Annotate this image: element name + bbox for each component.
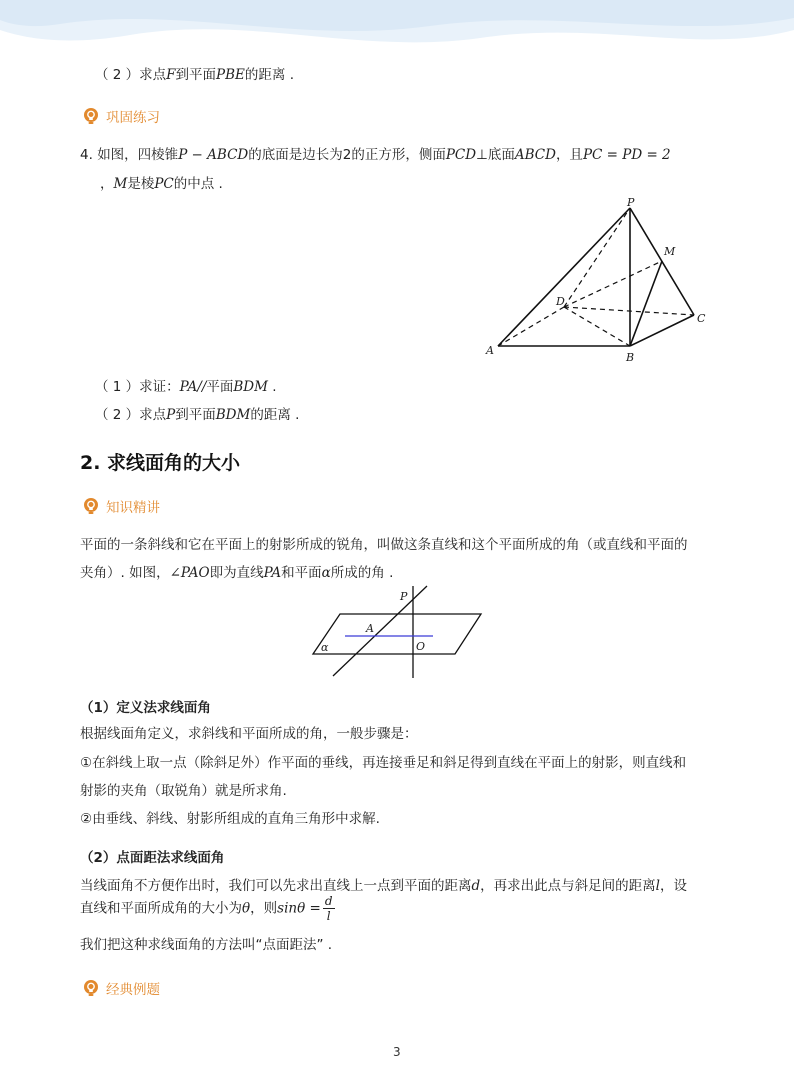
q4-line1 (80, 143, 671, 163)
text: ，则 (250, 900, 278, 917)
method2-line3: 我们把这种求线面角的方法叫“点面距法” . (80, 937, 333, 953)
label-o: O (416, 640, 426, 653)
method1-step1-b: 射影的夹角（取锐角）就是所求角. (80, 783, 287, 799)
header-wave-decoration (0, 0, 794, 60)
method1-step1-a: ①在斜线上取一点（除斜足外）作平面的垂线，再连接垂足和斜足得到直线在平面上的射影，则直线和 (80, 755, 687, 771)
base-abcd: ABCD (514, 147, 556, 163)
point-p: P (166, 407, 176, 423)
text: 直线和平面所成角的大小为 (80, 900, 242, 917)
example-section-header (82, 978, 160, 998)
text: 的中点 . (173, 176, 223, 192)
label-c: C (697, 312, 706, 325)
question-number: 4. (80, 147, 93, 163)
label-b: B (626, 351, 635, 364)
practice-section-header (82, 106, 160, 126)
plane-alpha: α (321, 565, 331, 581)
edge-pc: PC (154, 176, 174, 192)
line-pa: PA (263, 565, 282, 581)
var-l: l (655, 878, 660, 894)
text: 的底面是边长为2的正方形，侧面 (248, 147, 446, 163)
method2-line2 (80, 895, 335, 922)
plane-alpha (313, 614, 481, 654)
text: 到平面 (175, 407, 216, 423)
edge-db (564, 307, 630, 346)
sin-formula: sinθ = (277, 900, 321, 917)
method2-line1 (80, 874, 687, 894)
var-d: d (471, 878, 481, 894)
page-number: 3 (393, 1045, 401, 1059)
point-f: F (166, 67, 176, 83)
text: ， (100, 176, 114, 192)
method2-title: （2）点面距法求线面角 (80, 850, 225, 866)
edge-pa (498, 208, 630, 346)
lightbulb-icon (82, 107, 100, 125)
equation: PC = PD = 2 (582, 147, 671, 163)
text: 的距离 . (244, 67, 294, 83)
pyramid-figure (480, 195, 710, 365)
text: 夹角）. 如图， (80, 565, 170, 581)
text: 到平面 (175, 67, 217, 83)
point-m: M (113, 176, 128, 192)
q3-part2 (95, 63, 294, 83)
label-a: A (366, 622, 374, 635)
label-alpha: α (321, 641, 329, 654)
part-number: （ 2 ） (95, 407, 140, 423)
text: ，且 (555, 147, 583, 163)
label-m: M (664, 245, 676, 258)
practice-label: 巩固练习 (106, 110, 160, 126)
knowledge-label: 知识精讲 (106, 500, 160, 516)
face-pcd: PCD (445, 147, 477, 163)
part-number: （ 1 ） (95, 379, 140, 395)
text: ，设 (659, 878, 687, 894)
edge-dc (564, 307, 694, 315)
pyramid-name: P − ABCD (178, 147, 249, 163)
text: . (267, 379, 277, 395)
line-pa: PA// (179, 379, 207, 395)
q4-part1 (95, 375, 277, 395)
text: 所成的角 . (330, 565, 394, 581)
plane-pbe: PBE (216, 67, 245, 83)
label-a: A (486, 344, 494, 357)
q4-part2 (95, 403, 299, 423)
method1-intro: 根据线面角定义，求斜线和平面所成的角，一般步骤是： (80, 726, 418, 742)
section-title: 2. 求线面角的大小 (80, 452, 241, 474)
method1-title: （1）定义法求线面角 (80, 700, 211, 716)
var-theta: θ (242, 900, 251, 917)
plane-bdm: BDM (215, 407, 251, 423)
method1-step2: ②由垂线、斜线、射影所组成的直角三角形中求解. (80, 811, 380, 827)
text: 当线面角不方便作出时，我们可以先求出直线上一点到平面的距离 (80, 878, 472, 894)
text: ，再求出此点与斜足间的距离 (480, 878, 656, 894)
edge-ad (498, 307, 564, 346)
definition-line2 (80, 561, 393, 581)
lightbulb-icon (82, 979, 100, 997)
text: 求证： (139, 379, 180, 395)
fraction-d-over-l (323, 895, 335, 922)
example-label: 经典例题 (106, 982, 160, 998)
label-p: P (400, 590, 408, 603)
angle-pao: ∠PAO (169, 565, 210, 581)
text: 求点 (139, 67, 167, 83)
text: 的距离 . (250, 407, 300, 423)
text: 如图，四棱锥 (97, 147, 179, 163)
text: 即为直线 (209, 565, 264, 581)
text: 平面 (206, 379, 234, 395)
part-number: （ 2 ） (95, 67, 140, 83)
fraction-numerator: d (324, 894, 333, 908)
line-plane-angle-figure (305, 583, 490, 681)
q4-line2 (100, 172, 223, 192)
fraction-denominator: l (326, 909, 331, 923)
text: 和平面 (281, 565, 322, 581)
lightbulb-icon (82, 497, 100, 515)
knowledge-section-header (82, 496, 160, 516)
label-p: P (627, 196, 635, 209)
label-d: D (556, 295, 565, 308)
text: 是棱 (127, 176, 155, 192)
text: ⊥底面 (476, 147, 515, 163)
definition-line1: 平面的一条斜线和它在平面上的射影所成的锐角，叫做这条直线和这个平面所成的角（或直线和平面的 (80, 537, 688, 553)
text: 求点 (139, 407, 167, 423)
plane-bdm: BDM (233, 379, 268, 395)
